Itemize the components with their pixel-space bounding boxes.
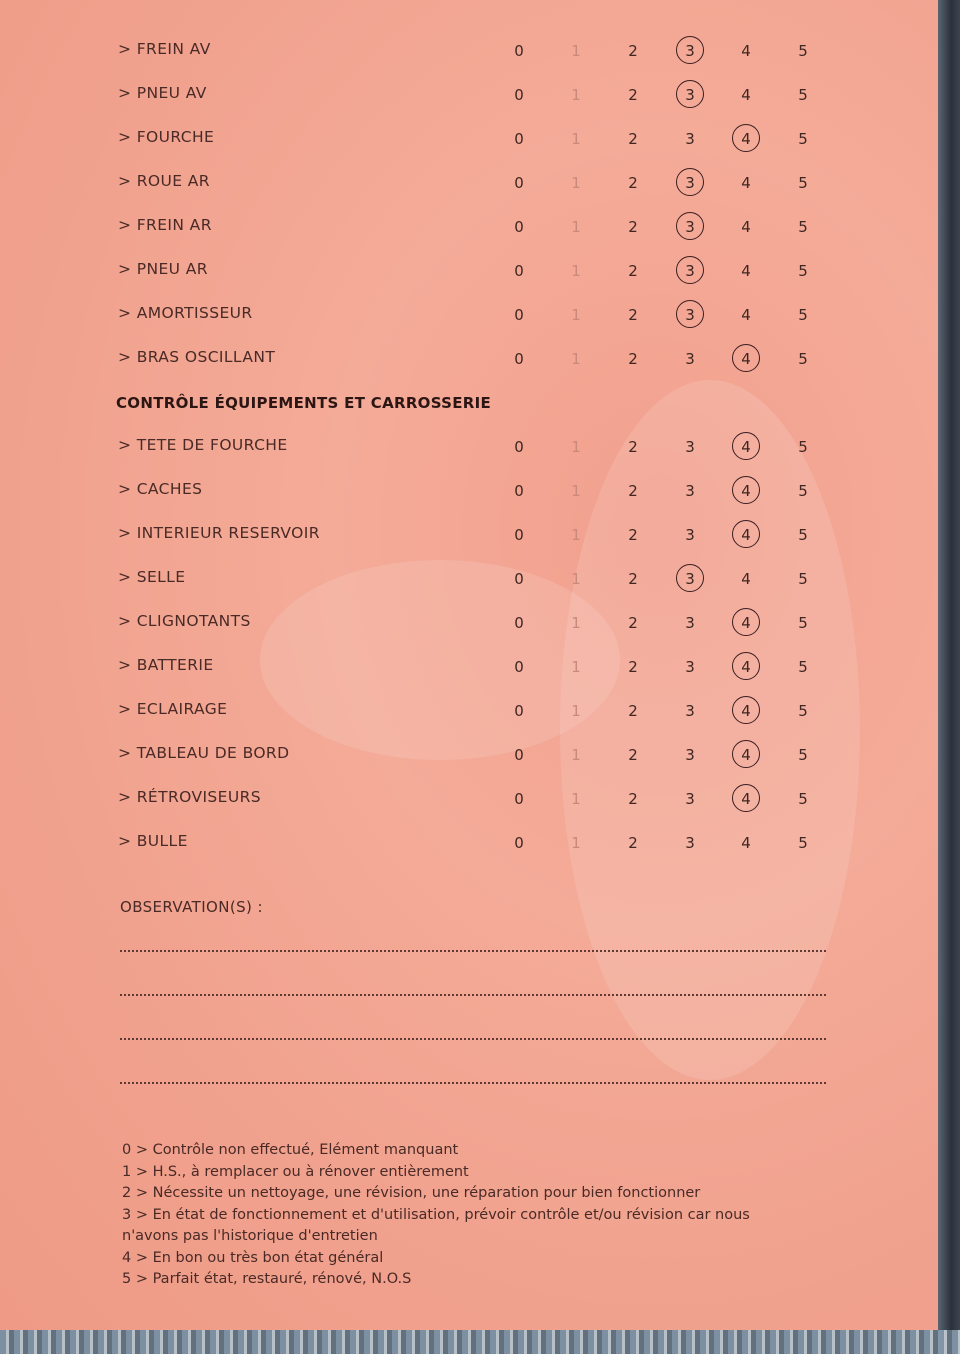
check-label: > FOURCHE xyxy=(118,128,215,146)
score-option[interactable]: 3 xyxy=(685,834,695,852)
check-label: > TETE DE FOURCHE xyxy=(118,436,288,454)
plastic-sleeve-edge xyxy=(938,0,960,1354)
score-option[interactable]: 0 xyxy=(514,350,524,368)
score-option[interactable]: 3 xyxy=(685,526,695,544)
check-row xyxy=(0,832,940,862)
observation-line[interactable] xyxy=(120,994,826,996)
check-row xyxy=(0,656,940,686)
check-row xyxy=(0,744,940,774)
score-option[interactable]: 1 xyxy=(571,350,581,368)
rating-legend xyxy=(122,1140,822,1291)
check-label: > CACHES xyxy=(118,480,203,498)
score-option[interactable]: 1 xyxy=(571,42,581,60)
score-option[interactable]: 2 xyxy=(628,42,638,60)
score-option[interactable]: 2 xyxy=(628,306,638,324)
score-option[interactable]: 0 xyxy=(514,746,524,764)
check-row xyxy=(0,84,940,114)
observation-line[interactable] xyxy=(120,1038,826,1040)
score-option-circled[interactable]: 4 xyxy=(731,746,761,764)
score-option[interactable]: 2 xyxy=(628,658,638,676)
score-option[interactable]: 5 xyxy=(798,262,808,280)
score-option[interactable]: 0 xyxy=(514,702,524,720)
score-option-circled[interactable]: 3 xyxy=(675,306,705,324)
score-option[interactable]: 3 xyxy=(685,790,695,808)
score-option[interactable]: 1 xyxy=(571,306,581,324)
score-option[interactable]: 5 xyxy=(798,86,808,104)
score-option[interactable]: 1 xyxy=(571,790,581,808)
score-option[interactable]: 4 xyxy=(741,218,751,236)
check-row xyxy=(0,128,940,158)
check-row xyxy=(0,788,940,818)
score-option[interactable]: 0 xyxy=(514,790,524,808)
score-option[interactable]: 5 xyxy=(798,42,808,60)
check-label: > BATTERIE xyxy=(118,656,214,674)
observation-line[interactable] xyxy=(120,1082,826,1084)
check-label: > PNEU AR xyxy=(118,260,208,278)
check-label: > AMORTISSEUR xyxy=(118,304,253,322)
score-option-circled[interactable]: 4 xyxy=(731,482,761,500)
observation-line[interactable] xyxy=(120,950,826,952)
score-option[interactable]: 5 xyxy=(798,658,808,676)
score-option[interactable]: 1 xyxy=(571,526,581,544)
score-option[interactable]: 5 xyxy=(798,746,808,764)
score-option[interactable]: 3 xyxy=(685,658,695,676)
score-option[interactable]: 2 xyxy=(628,130,638,148)
check-label: > SELLE xyxy=(118,568,186,586)
score-option[interactable]: 0 xyxy=(514,42,524,60)
score-option[interactable]: 2 xyxy=(628,86,638,104)
score-option[interactable]: 4 xyxy=(741,42,751,60)
score-option[interactable]: 3 xyxy=(685,130,695,148)
legend-line: 3 > En état de fonctionnement et d'utilisation, prévoir contrôle et/ou révision car nous xyxy=(122,1206,750,1223)
score-option[interactable]: 5 xyxy=(798,614,808,632)
check-row xyxy=(0,172,940,202)
score-option[interactable]: 1 xyxy=(571,570,581,588)
legend-line: 0 > Contrôle non effectué, Elément manquant xyxy=(122,1142,459,1158)
check-row xyxy=(0,304,940,334)
score-option[interactable]: 2 xyxy=(628,570,638,588)
score-option[interactable]: 2 xyxy=(628,526,638,544)
score-option[interactable]: 1 xyxy=(571,438,581,456)
score-option-circled[interactable]: 4 xyxy=(731,526,761,544)
score-option[interactable]: 0 xyxy=(514,218,524,236)
score-option[interactable]: 4 xyxy=(741,262,751,280)
score-option[interactable]: 4 xyxy=(741,570,751,588)
score-option[interactable]: 1 xyxy=(571,614,581,632)
score-option[interactable]: 1 xyxy=(571,746,581,764)
score-option[interactable]: 0 xyxy=(514,438,524,456)
score-option[interactable]: 5 xyxy=(798,306,808,324)
score-option[interactable]: 0 xyxy=(514,130,524,148)
score-option[interactable]: 5 xyxy=(798,350,808,368)
check-row xyxy=(0,612,940,642)
legend-line: 5 > Parfait état, restauré, rénové, N.O.S xyxy=(122,1271,412,1287)
score-option[interactable]: 2 xyxy=(628,746,638,764)
check-row xyxy=(0,260,940,290)
legend-line: 1 > H.S., à remplacer ou à rénover entièrement xyxy=(122,1163,469,1180)
score-option[interactable]: 2 xyxy=(628,482,638,500)
score-option[interactable]: 1 xyxy=(571,834,581,852)
score-option[interactable]: 3 xyxy=(685,482,695,500)
score-option[interactable]: 1 xyxy=(571,658,581,676)
check-label: > PNEU AV xyxy=(118,84,207,102)
score-option[interactable]: 3 xyxy=(685,702,695,720)
score-option-circled[interactable]: 4 xyxy=(731,658,761,676)
check-row xyxy=(0,40,940,70)
score-option[interactable]: 0 xyxy=(514,526,524,544)
score-option[interactable]: 0 xyxy=(514,174,524,192)
score-option[interactable]: 2 xyxy=(628,834,638,852)
legend-line: n'avons pas l'historique d'entretien xyxy=(122,1228,378,1244)
score-option[interactable]: 5 xyxy=(798,570,808,588)
score-option[interactable]: 1 xyxy=(571,174,581,192)
score-option[interactable]: 0 xyxy=(514,614,524,632)
score-option[interactable]: 3 xyxy=(685,350,695,368)
check-label: > FREIN AR xyxy=(118,216,212,234)
score-option-circled[interactable]: 3 xyxy=(675,174,705,192)
check-label: > FREIN AV xyxy=(118,40,211,58)
score-option-circled[interactable]: 4 xyxy=(731,350,761,368)
score-option[interactable]: 0 xyxy=(514,658,524,676)
check-label: > INTERIEUR RESERVOIR xyxy=(118,524,320,542)
score-option[interactable]: 2 xyxy=(628,702,638,720)
score-option-circled[interactable]: 4 xyxy=(731,438,761,456)
score-option[interactable]: 1 xyxy=(571,86,581,104)
score-option[interactable]: 1 xyxy=(571,262,581,280)
score-option[interactable]: 2 xyxy=(628,790,638,808)
score-option[interactable]: 5 xyxy=(798,130,808,148)
check-row xyxy=(0,700,940,730)
score-option-circled[interactable]: 3 xyxy=(675,262,705,280)
score-option-circled[interactable]: 4 xyxy=(731,702,761,720)
score-option[interactable]: 0 xyxy=(514,570,524,588)
check-row xyxy=(0,568,940,598)
score-option[interactable]: 1 xyxy=(571,702,581,720)
score-option[interactable]: 0 xyxy=(514,262,524,280)
check-label: > BULLE xyxy=(118,832,188,850)
score-option[interactable]: 2 xyxy=(628,262,638,280)
check-row xyxy=(0,436,940,466)
check-row xyxy=(0,216,940,246)
legend-line: 4 > En bon ou très bon état général xyxy=(122,1249,384,1266)
score-option[interactable]: 5 xyxy=(798,218,808,236)
score-option[interactable]: 2 xyxy=(628,438,638,456)
score-option[interactable]: 0 xyxy=(514,482,524,500)
score-option[interactable]: 0 xyxy=(514,306,524,324)
score-option[interactable]: 5 xyxy=(798,438,808,456)
score-option-circled[interactable]: 3 xyxy=(675,86,705,104)
score-option[interactable]: 3 xyxy=(685,614,695,632)
score-option-circled[interactable]: 3 xyxy=(675,570,705,588)
score-option-circled[interactable]: 3 xyxy=(675,42,705,60)
score-option[interactable]: 4 xyxy=(741,306,751,324)
check-label: > TABLEAU DE BORD xyxy=(118,744,290,762)
plastic-sleeve-binding xyxy=(0,1330,960,1354)
check-row xyxy=(0,480,940,510)
score-option[interactable]: 1 xyxy=(571,130,581,148)
score-option[interactable]: 2 xyxy=(628,614,638,632)
score-option[interactable]: 4 xyxy=(741,834,751,852)
score-option[interactable]: 4 xyxy=(741,86,751,104)
score-option[interactable]: 0 xyxy=(514,834,524,852)
check-row xyxy=(0,524,940,554)
section-title: CONTRÔLE ÉQUIPEMENTS ET CARROSSERIE xyxy=(116,394,492,412)
check-label: > ECLAIRAGE xyxy=(118,700,228,718)
score-option[interactable]: 0 xyxy=(514,86,524,104)
score-option[interactable]: 2 xyxy=(628,174,638,192)
score-option[interactable]: 5 xyxy=(798,526,808,544)
check-label: > ROUE AR xyxy=(118,172,210,190)
check-label: > BRAS OSCILLANT xyxy=(118,348,276,366)
score-option-circled[interactable]: 4 xyxy=(731,790,761,808)
observations-title: OBSERVATION(S) : xyxy=(120,898,263,916)
check-label: > CLIGNOTANTS xyxy=(118,612,251,630)
score-option[interactable]: 4 xyxy=(741,174,751,192)
score-option[interactable]: 2 xyxy=(628,218,638,236)
score-option-circled[interactable]: 4 xyxy=(731,614,761,632)
score-option-circled[interactable]: 3 xyxy=(675,218,705,236)
score-option[interactable]: 5 xyxy=(798,482,808,500)
score-option[interactable]: 3 xyxy=(685,438,695,456)
score-option-circled[interactable]: 4 xyxy=(731,130,761,148)
score-option[interactable]: 1 xyxy=(571,218,581,236)
check-row xyxy=(0,348,940,378)
score-option[interactable]: 1 xyxy=(571,482,581,500)
legend-line: 2 > Nécessite un nettoyage, une révision, une réparation pour bien fonctionner xyxy=(122,1185,701,1201)
score-option[interactable]: 5 xyxy=(798,790,808,808)
score-option[interactable]: 3 xyxy=(685,746,695,764)
score-option[interactable]: 5 xyxy=(798,702,808,720)
score-option[interactable]: 2 xyxy=(628,350,638,368)
check-label: > RÉTROVISEURS xyxy=(118,788,262,806)
score-option[interactable]: 5 xyxy=(798,834,808,852)
score-option[interactable]: 5 xyxy=(798,174,808,192)
